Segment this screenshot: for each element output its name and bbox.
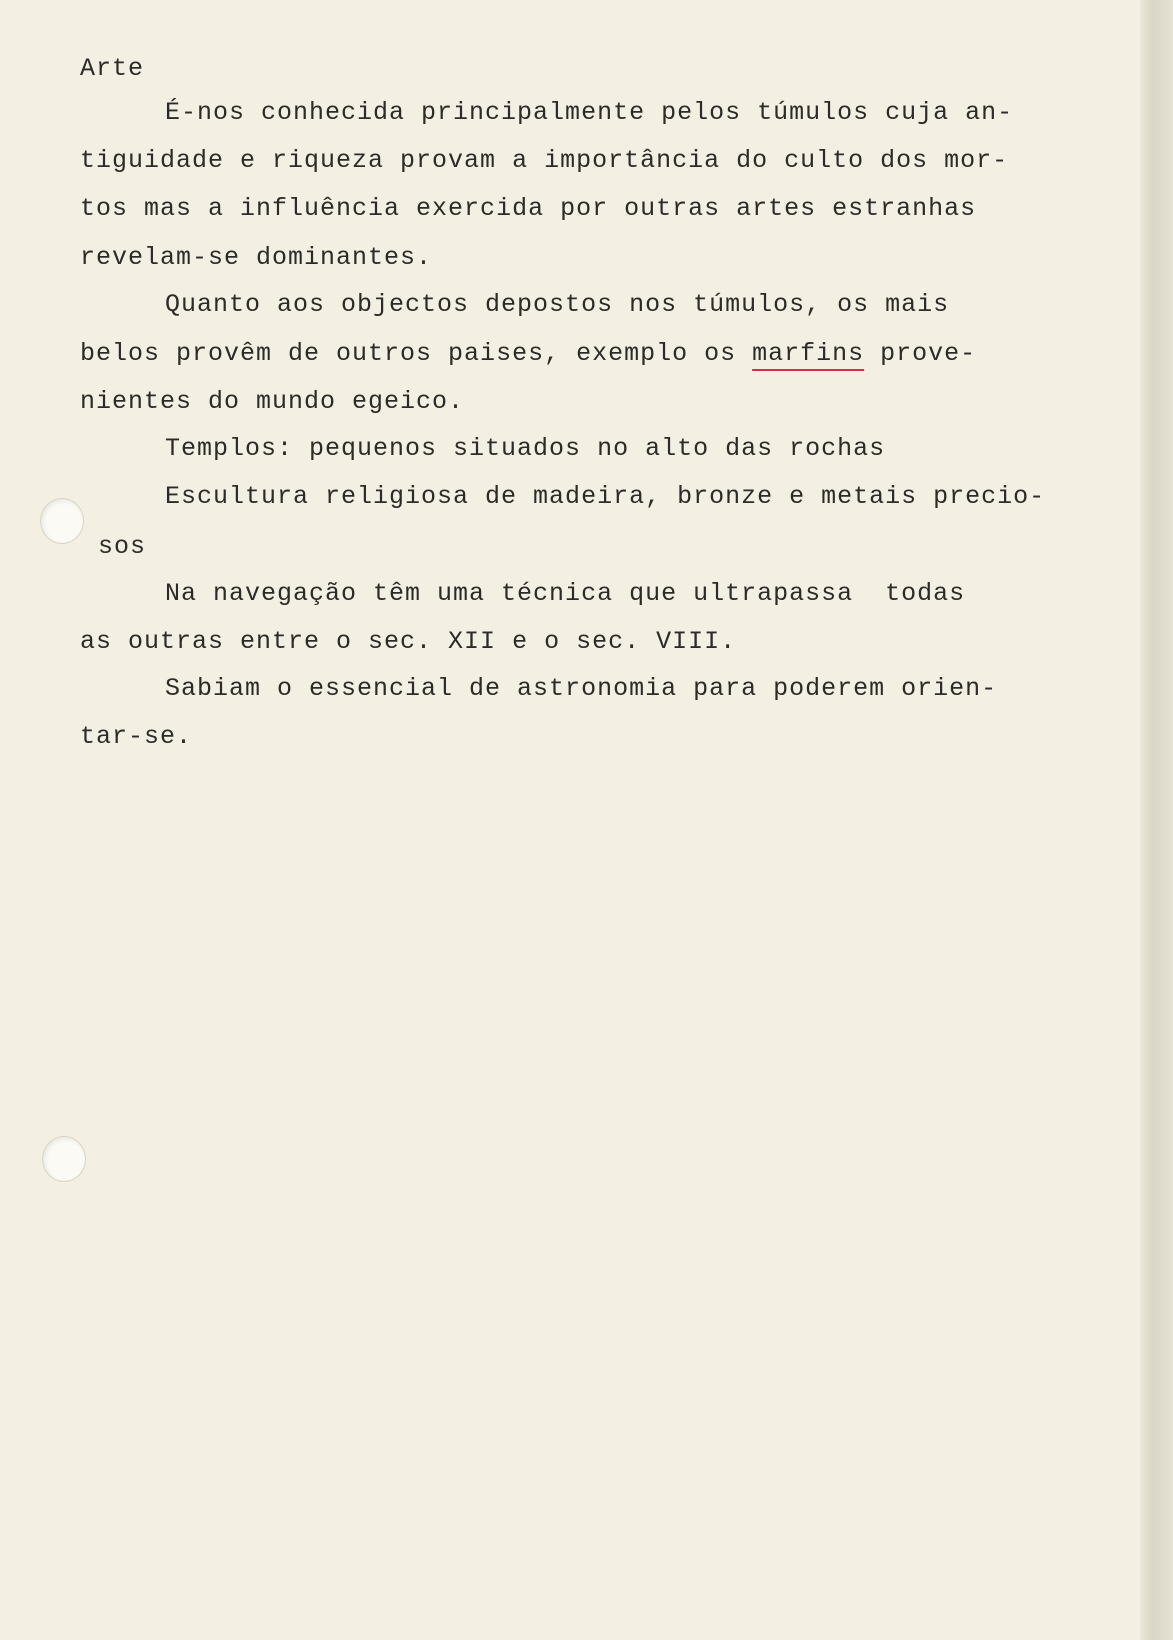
heading: Arte — [80, 54, 145, 83]
p3-line-1: Templos: pequenos situados no alto das rochas — [165, 434, 886, 463]
p2-line-2 — [80, 339, 976, 369]
p6-line-1: Sabiam o essencial de astronomia para poderem orien- — [165, 674, 998, 703]
p2-line-2-before: belos provêm de outros paises, exemplo os — [80, 339, 753, 368]
p4-line-1: Escultura religiosa de madeira, bronze e metais precio- — [165, 482, 1046, 511]
punch-hole-bottom — [42, 1136, 86, 1182]
p6-line-2: tar-se. — [80, 722, 193, 751]
p1-line-4: revelam-se dominantes. — [80, 243, 433, 272]
p1-line-1: É-nos conhecida principalmente pelos túmulos cuja an- — [165, 98, 1014, 127]
p2-line-1: Quanto aos objectos depostos nos túmulos, os mais — [165, 290, 950, 319]
punch-hole-top — [40, 498, 84, 544]
p5-line-1: Na navegação têm uma técnica que ultrapassa todas — [165, 579, 966, 608]
underlined-word: marfins — [752, 339, 865, 368]
p1-line-2: tiguidade e riqueza provam a importância do culto dos mor- — [80, 146, 1009, 175]
p5-line-2: as outras entre o sec. XII e o sec. VIII. — [80, 627, 737, 656]
p1-line-3: tos mas a influência exercida por outras artes estranhas — [80, 194, 977, 223]
paper-edge — [1140, 0, 1173, 1640]
p4-line-2: sos — [98, 532, 147, 561]
p2-line-2-after: prove- — [864, 339, 977, 368]
p2-line-3: nientes do mundo egeico. — [80, 387, 465, 416]
